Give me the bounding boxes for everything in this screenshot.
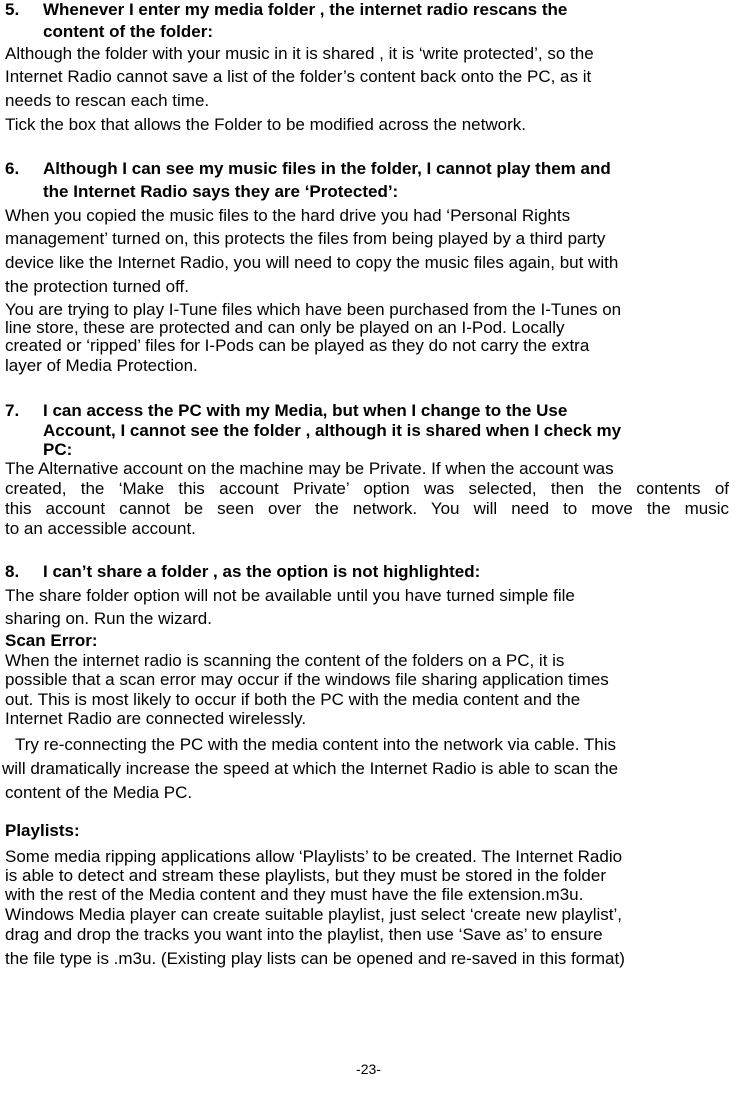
q5-number: 5. bbox=[5, 0, 20, 19]
q6-body-line: device like the Internet Radio, you will need to copy the music files again, but with bbox=[5, 253, 619, 272]
q6-body-line: the protection turned off. bbox=[5, 277, 189, 296]
q5-heading-line-2: content of the folder: bbox=[43, 22, 213, 41]
q5-body-line: needs to rescan each time. bbox=[5, 91, 210, 110]
q6-body-line: When you copied the music files to the hard drive you had ‘Personal Rights bbox=[5, 206, 571, 225]
q6-heading-line-2: the Internet Radio says they are ‘Protected’: bbox=[43, 182, 399, 201]
q5-body-line: Internet Radio cannot save a list of the folder’s content back onto the PC, as it bbox=[5, 67, 592, 86]
q6-number: 6. bbox=[5, 159, 20, 178]
q5-body-line: Tick the box that allows the Folder to be modified across the network. bbox=[5, 115, 526, 134]
q8-body-line: The share folder option will not be available until you have turned simple file bbox=[5, 586, 575, 605]
scan-error-body-line: out. This is most likely to occur if both the PC with the media content and the bbox=[5, 690, 581, 709]
scan-error-body-line: will dramatically increase the speed at which the Internet Radio is able to scan the bbox=[2, 759, 619, 778]
q7-heading-line-1: I can access the PC with my Media, but when I change to the Use bbox=[43, 401, 568, 420]
q6-body-line: management’ turned on, this protects the files from being played by a third party bbox=[5, 229, 606, 248]
playlists-body-line: drag and drop the tracks you want into the playlist, then use ‘Save as’ to ensure bbox=[5, 925, 603, 944]
q7-body-line: The Alternative account on the machine may be Private. If when the account was bbox=[5, 459, 614, 478]
q8-heading-line-1: I can’t share a folder , as the option is not highlighted: bbox=[43, 562, 481, 581]
playlists-body-line: Windows Media player can create suitable playlist, just select ‘create new playlist’, bbox=[5, 905, 622, 924]
q8-number: 8. bbox=[5, 562, 20, 581]
q6-body-line: You are trying to play I-Tune files which have been purchased from the I-Tunes on bbox=[5, 300, 622, 319]
scan-error-body-line: possible that a scan error may occur if the windows file sharing application times bbox=[5, 670, 609, 689]
page-number: -23- bbox=[356, 1061, 381, 1077]
playlists-body-line: is able to detect and stream these playlists, but they must be stored in the folder bbox=[5, 866, 606, 885]
scan-error-body-line: content of the Media PC. bbox=[5, 783, 193, 802]
q7-body-line: created, the ‘Make this account Private’ option was selected, then the contents of bbox=[5, 479, 729, 498]
playlists-body-line: Some media ripping applications allow ‘Playlists’ to be created. The Internet Radio bbox=[5, 847, 623, 866]
scan-error-heading: Scan Error: bbox=[5, 631, 98, 650]
scan-error-body-line: Internet Radio are connected wirelessly. bbox=[5, 709, 307, 728]
scan-error-body-line: Try re-connecting the PC with the media content into the network via cable. This bbox=[15, 735, 616, 754]
q6-body-line: line store, these are protected and can only be played on an I-Pod. Locally bbox=[5, 318, 565, 337]
q7-number: 7. bbox=[5, 401, 20, 420]
playlists-heading: Playlists: bbox=[5, 821, 80, 840]
q7-body-line: to an accessible account. bbox=[5, 519, 196, 538]
q5-heading-line-1: Whenever I enter my media folder , the internet radio rescans the bbox=[43, 0, 568, 19]
scan-error-body-line: When the internet radio is scanning the content of the folders on a PC, it is bbox=[5, 651, 565, 670]
q6-body-line: layer of Media Protection. bbox=[5, 356, 198, 375]
q6-heading-line-1: Although I can see my music files in the folder, I cannot play them and bbox=[43, 159, 611, 178]
q7-heading-line-3: PC: bbox=[43, 440, 73, 459]
q8-body-line: sharing on. Run the wizard. bbox=[5, 609, 212, 628]
q7-heading-line-2: Account, I cannot see the folder , although it is shared when I check my bbox=[43, 421, 622, 440]
q6-body-line: created or ‘ripped’ files for I-Pods can be played as they do not carry the extra bbox=[5, 336, 590, 355]
q7-body-line: this account cannot be seen over the network. You will need to move the music bbox=[5, 499, 729, 518]
q5-body-line: Although the folder with your music in it is shared , it is ‘write protected’, so the bbox=[5, 44, 594, 63]
playlists-body-line: the file type is .m3u. (Existing play lists can be opened and re-saved in this format) bbox=[5, 949, 625, 968]
playlists-body-line: with the rest of the Media content and they must have the file extension.m3u. bbox=[5, 885, 584, 904]
